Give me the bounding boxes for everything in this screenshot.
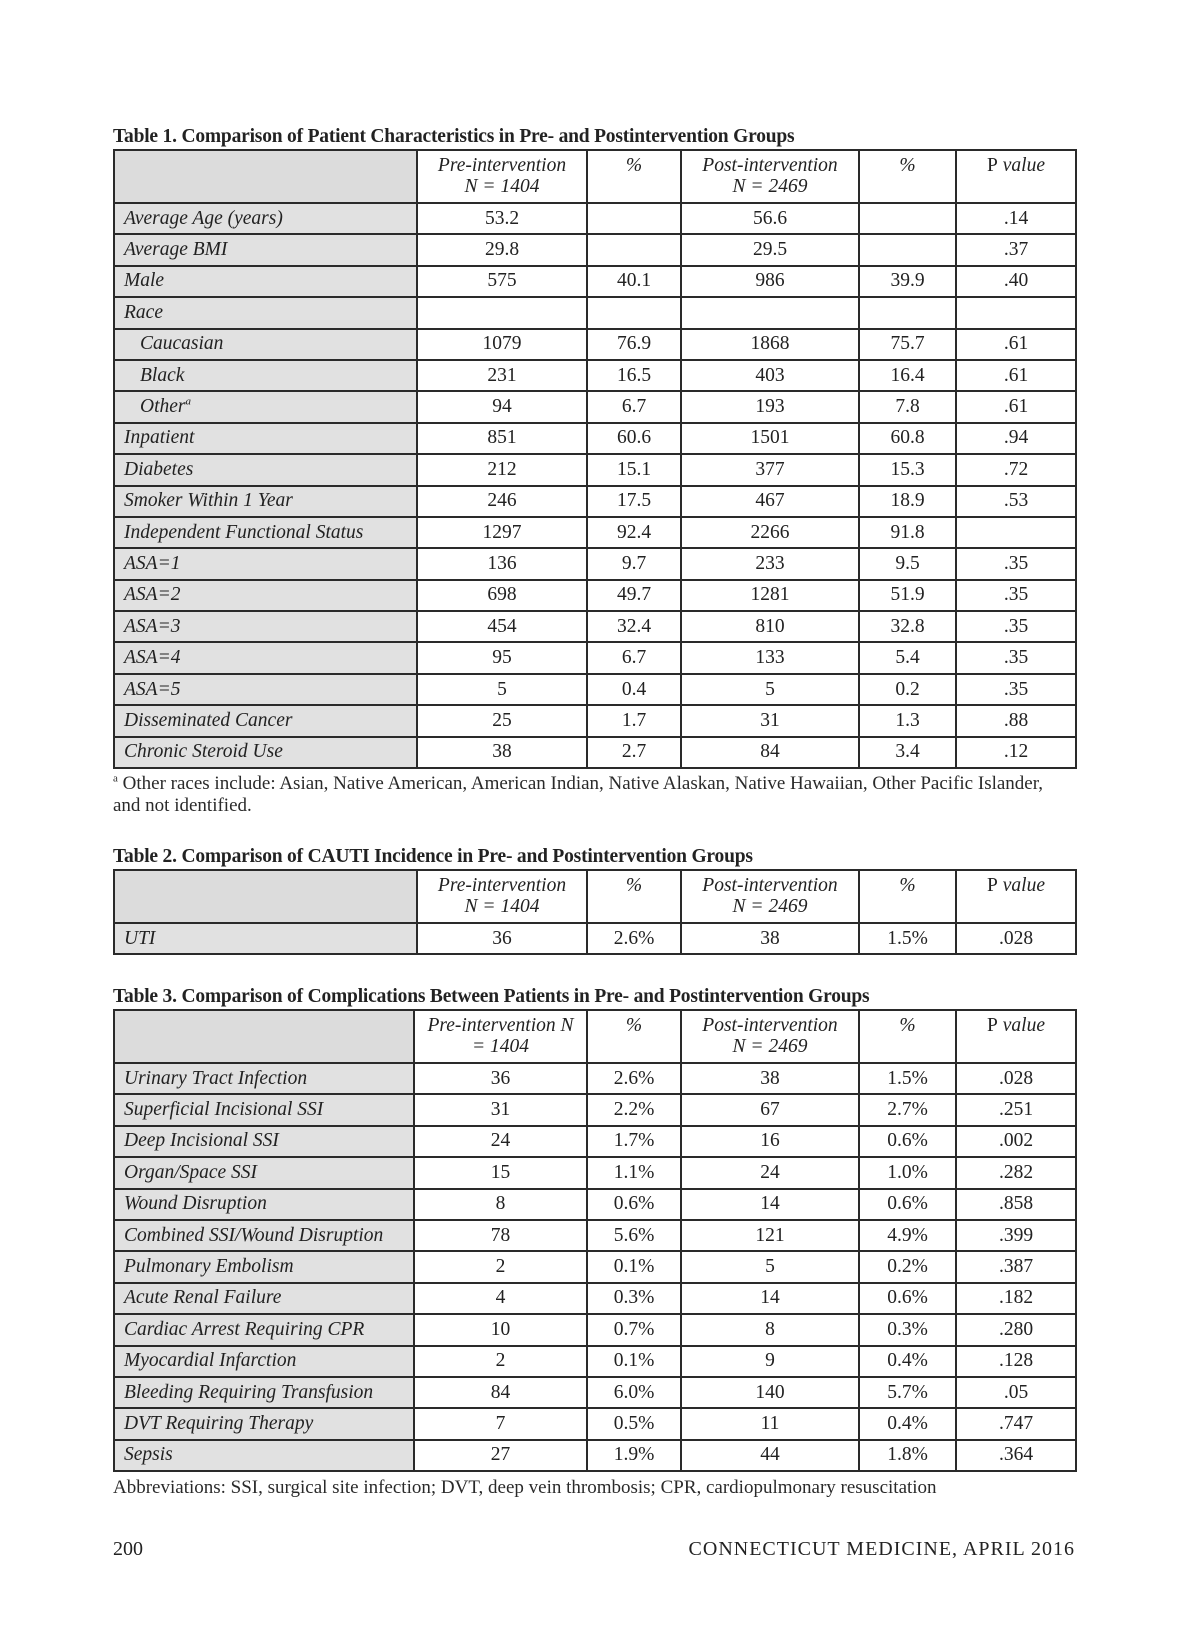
table-3-section [113,985,1075,1472]
post-count-cell: 44 [681,1440,859,1471]
pre-pct-cell: 0.7% [587,1314,681,1345]
row-label-cell [114,517,417,548]
row-label-cell [114,642,417,673]
row-label: ASA=2 [124,584,181,606]
table-1-title: Table 1. Comparison of Patient Characteristics in Pre- and Postintervention Groups [113,126,795,147]
post-pct-cell: 1.5% [859,923,956,954]
pre-count-cell: 2 [414,1251,587,1282]
post-count-cell: 810 [681,611,859,642]
post-pct-cell: 0.2 [859,674,956,705]
table-row [114,1314,1076,1345]
post-pct-cell: 60.8 [859,423,956,454]
pre-pct-cell: 1.7% [587,1126,681,1157]
header-p-value: P value [956,1010,1076,1063]
table-row [114,234,1076,265]
pre-pct-cell: 1.1% [587,1157,681,1188]
post-count-cell: 193 [681,391,859,422]
table-row [114,1377,1076,1408]
header-p-value: P value [956,870,1076,923]
row-label-cell [114,423,417,454]
p-value-cell: .88 [956,705,1076,736]
row-label: Pulmonary Embolism [124,1256,294,1278]
header-post-pct: % [859,150,956,203]
table-row [114,391,1076,422]
post-count-cell: 467 [681,486,859,517]
row-label: Male [124,270,165,292]
post-count-cell: 377 [681,454,859,485]
pre-count-cell: 698 [417,580,587,611]
post-count-cell: 14 [681,1189,859,1220]
post-pct-cell: 2.7% [859,1094,956,1125]
table-2-header-row [114,870,1076,923]
row-label-cell [114,1220,414,1251]
post-count-cell: 986 [681,266,859,297]
post-pct-cell: 0.6% [859,1126,956,1157]
table-1-header-row [114,150,1076,203]
row-label: UTI [124,927,156,949]
p-value-cell: .002 [956,1126,1076,1157]
p-value-cell: .35 [956,580,1076,611]
post-count-cell: 8 [681,1314,859,1345]
header-post: Post-intervention N = 2469 [681,150,859,203]
row-label-cell [114,1157,414,1188]
table-3 [113,1009,1077,1472]
row-label: Combined SSI/Wound Disruption [124,1224,384,1246]
row-label-cell [114,486,417,517]
table-row [114,580,1076,611]
table-row [114,1094,1076,1125]
pre-count-cell: 8 [414,1189,587,1220]
pre-count-cell: 25 [417,705,587,736]
header-corner [114,870,417,923]
header-pre-pct: % [587,870,681,923]
header-corner [114,150,417,203]
row-label-cell [114,391,417,422]
table-1-footnote: $^a$ Other races include: Asian, Native American, American Indian, Native Alaskan, Native Hawaiian, Other Pacific Islander, and not identified. [113,772,1044,816]
p-value-cell: .028 [956,1063,1076,1094]
row-label: ASA=4 [124,647,181,669]
post-pct-cell: 51.9 [859,580,956,611]
table-row [114,611,1076,642]
row-label-cell [114,580,417,611]
table-3-header-row [114,1010,1076,1063]
pre-count-cell: 136 [417,548,587,579]
pre-count-cell: 78 [414,1220,587,1251]
p-value-cell: .128 [956,1346,1076,1377]
p-value-cell: .94 [956,423,1076,454]
p-value-cell: .12 [956,737,1076,768]
post-pct-cell: 0.4% [859,1408,956,1439]
post-count-cell: 5 [681,674,859,705]
row-label-cell [114,705,417,736]
pre-count-cell: 851 [417,423,587,454]
pre-count-cell: 29.8 [417,234,587,265]
pre-count-cell: 36 [414,1063,587,1094]
table-row [114,705,1076,736]
header-post: Post-intervention N = 2469 [681,1010,859,1063]
table-row [114,1283,1076,1314]
row-label: Myocardial Infarction [124,1350,297,1372]
table-row [114,454,1076,485]
p-value-cell: .72 [956,454,1076,485]
pre-count-cell: 1297 [417,517,587,548]
table-3-abbreviations: Abbreviations: SSI, surgical site infection; DVT, deep vein thrombosis; CPR, cardiopulmonary resuscitation [113,1477,937,1498]
table-2 [113,869,1077,955]
table-1-section [113,125,1075,769]
row-label: Caucasian [140,333,224,355]
row-label-cell [114,266,417,297]
post-count-cell: 133 [681,642,859,673]
p-value-cell: .37 [956,234,1076,265]
row-label-cell [114,1408,414,1439]
post-count-cell: 56.6 [681,203,859,234]
pre-count-cell: 246 [417,486,587,517]
p-value-cell [956,517,1076,548]
row-label-cell [114,329,417,360]
pre-count-cell: 36 [417,923,587,954]
p-value-cell: .399 [956,1220,1076,1251]
p-value-cell: .61 [956,391,1076,422]
p-value-cell: .747 [956,1408,1076,1439]
row-label: Other [140,396,186,418]
table-row [114,297,1076,328]
pre-pct-cell: 9.7 [587,548,681,579]
p-value-cell: .364 [956,1440,1076,1471]
pre-pct-cell: 0.5% [587,1408,681,1439]
row-label: Inpatient [124,427,195,449]
pre-pct-cell: 6.7 [587,642,681,673]
post-count-cell [681,297,859,328]
table-row [114,1408,1076,1439]
p-value-cell: .280 [956,1314,1076,1345]
row-label-cell [114,1094,414,1125]
header-pre: Pre-intervention N = 1404 [417,870,587,923]
pre-count-cell: 5 [417,674,587,705]
pre-pct-cell: 0.1% [587,1346,681,1377]
p-value-cell: .14 [956,203,1076,234]
row-label: Black [140,364,185,386]
post-pct-cell: 0.4% [859,1346,956,1377]
post-pct-cell: 39.9 [859,266,956,297]
pre-pct-cell: 5.6% [587,1220,681,1251]
pre-count-cell: 7 [414,1408,587,1439]
post-pct-cell: 3.4 [859,737,956,768]
post-pct-cell: 1.0% [859,1157,956,1188]
table-row [114,360,1076,391]
row-label: Superficial Incisional SSI [124,1099,324,1121]
footnote-marker: a [185,395,191,408]
post-count-cell: 1281 [681,580,859,611]
pre-pct-cell: 0.4 [587,674,681,705]
post-count-cell: 233 [681,548,859,579]
p-value-cell: .282 [956,1157,1076,1188]
post-pct-cell: 0.3% [859,1314,956,1345]
p-value-cell: .40 [956,266,1076,297]
table-row [114,1220,1076,1251]
post-pct-cell: 75.7 [859,329,956,360]
pre-count-cell: 38 [417,737,587,768]
table-row [114,266,1076,297]
p-value-cell: .251 [956,1094,1076,1125]
post-count-cell: 9 [681,1346,859,1377]
pre-pct-cell: 15.1 [587,454,681,485]
table-1 [113,149,1077,769]
pre-pct-cell: 2.6% [587,1063,681,1094]
pre-count-cell: 24 [414,1126,587,1157]
journal-name: CONNECTICUT MEDICINE, APRIL 2016 [688,1538,1075,1560]
row-label-cell [114,234,417,265]
table-row [114,1251,1076,1282]
row-label-cell [114,1346,414,1377]
row-label-cell [114,203,417,234]
pre-pct-cell: 1.7 [587,705,681,736]
row-label: Average Age (years) [124,207,283,229]
table-row [114,737,1076,768]
table-3-title: Table 3. Comparison of Complications Between Patients in Pre- and Postintervention Groups [113,986,870,1007]
table-row [114,203,1076,234]
p-value-cell: .028 [956,923,1076,954]
pre-count-cell: 231 [417,360,587,391]
row-label: Wound Disruption [124,1193,267,1215]
p-value-cell: .387 [956,1251,1076,1282]
row-label: Independent Functional Status [124,521,364,543]
pre-count-cell: 27 [414,1440,587,1471]
pre-pct-cell: 2.6% [587,923,681,954]
post-pct-cell: 0.6% [859,1283,956,1314]
pre-count-cell [417,297,587,328]
pre-count-cell: 95 [417,642,587,673]
table-row [114,1063,1076,1094]
table-row [114,674,1076,705]
post-count-cell: 1868 [681,329,859,360]
p-value-cell: .61 [956,360,1076,391]
row-label: ASA=3 [124,615,181,637]
table-row [114,1346,1076,1377]
table-2-title: Table 2. Comparison of CAUTI Incidence in Pre- and Postintervention Groups [113,846,753,867]
p-value-cell: .858 [956,1189,1076,1220]
post-pct-cell: 1.8% [859,1440,956,1471]
post-count-cell: 11 [681,1408,859,1439]
pre-pct-cell: 17.5 [587,486,681,517]
pre-pct-cell [587,203,681,234]
post-pct-cell: 18.9 [859,486,956,517]
table-row [114,329,1076,360]
post-pct-cell: 0.6% [859,1189,956,1220]
pre-count-cell: 31 [414,1094,587,1125]
row-label-cell [114,1314,414,1345]
header-post: Post-intervention N = 2469 [681,870,859,923]
header-pre-pct: % [587,150,681,203]
post-count-cell: 38 [681,923,859,954]
post-count-cell: 16 [681,1126,859,1157]
table-row [114,486,1076,517]
p-value-cell: .35 [956,674,1076,705]
pre-count-cell: 53.2 [417,203,587,234]
pre-pct-cell [587,234,681,265]
pre-count-cell: 575 [417,266,587,297]
p-value-cell: .53 [956,486,1076,517]
post-pct-cell: 9.5 [859,548,956,579]
row-label: Organ/Space SSI [124,1161,258,1183]
pre-count-cell: 2 [414,1346,587,1377]
table-row [114,1126,1076,1157]
row-label: ASA=1 [124,552,181,574]
table-row [114,423,1076,454]
row-label: Smoker Within 1 Year [124,490,293,512]
pre-pct-cell: 49.7 [587,580,681,611]
pre-pct-cell: 2.2% [587,1094,681,1125]
row-label: Urinary Tract Infection [124,1067,308,1089]
pre-pct-cell: 32.4 [587,611,681,642]
post-count-cell: 67 [681,1094,859,1125]
pre-pct-cell: 2.7 [587,737,681,768]
p-value-cell: .61 [956,329,1076,360]
pre-count-cell: 15 [414,1157,587,1188]
row-label-cell [114,1377,414,1408]
pre-pct-cell: 92.4 [587,517,681,548]
table-row [114,923,1076,954]
page-number: 200 [113,1538,143,1560]
row-label-cell [114,360,417,391]
row-label: Average BMI [124,239,228,261]
pre-pct-cell: 6.0% [587,1377,681,1408]
post-pct-cell: 1.3 [859,705,956,736]
pre-count-cell: 4 [414,1283,587,1314]
header-post-pct: % [859,870,956,923]
table-row [114,1189,1076,1220]
post-count-cell: 84 [681,737,859,768]
pre-count-cell: 94 [417,391,587,422]
post-pct-cell: 5.4 [859,642,956,673]
pre-pct-cell: 60.6 [587,423,681,454]
row-label-cell [114,674,417,705]
header-p-value: P value [956,150,1076,203]
row-label-cell [114,923,417,954]
post-count-cell: 29.5 [681,234,859,265]
pre-count-cell: 1079 [417,329,587,360]
post-count-cell: 403 [681,360,859,391]
pre-pct-cell: 16.5 [587,360,681,391]
p-value-cell [956,297,1076,328]
pre-pct-cell: 40.1 [587,266,681,297]
row-label: Cardiac Arrest Requiring CPR [124,1318,365,1340]
row-label: Bleeding Requiring Transfusion [124,1381,374,1403]
p-value-cell: .35 [956,611,1076,642]
row-label: Diabetes [124,458,194,480]
row-label-cell [114,1283,414,1314]
table-2-section [113,845,1075,955]
post-pct-cell: 0.2% [859,1251,956,1282]
row-label: Acute Renal Failure [124,1287,282,1309]
pre-count-cell: 10 [414,1314,587,1345]
row-label: Disseminated Cancer [124,709,293,731]
post-pct-cell: 91.8 [859,517,956,548]
post-count-cell: 5 [681,1251,859,1282]
post-count-cell: 1501 [681,423,859,454]
post-count-cell: 121 [681,1220,859,1251]
pre-pct-cell [587,297,681,328]
post-count-cell: 140 [681,1377,859,1408]
pre-count-cell: 212 [417,454,587,485]
row-label: DVT Requiring Therapy [124,1412,314,1434]
post-pct-cell: 5.7% [859,1377,956,1408]
table-row [114,548,1076,579]
post-pct-cell: 32.8 [859,611,956,642]
row-label-cell [114,1251,414,1282]
post-pct-cell: 1.5% [859,1063,956,1094]
post-pct-cell: 7.8 [859,391,956,422]
table-row [114,1157,1076,1188]
header-pre-pct: % [587,1010,681,1063]
post-pct-cell [859,297,956,328]
post-pct-cell [859,203,956,234]
post-pct-cell: 15.3 [859,454,956,485]
row-label: Race [124,301,163,323]
header-pre: Pre-intervention N = 1404 [417,150,587,203]
row-label-cell [114,611,417,642]
p-value-cell: .05 [956,1377,1076,1408]
row-label-cell [114,1063,414,1094]
pre-pct-cell: 6.7 [587,391,681,422]
post-count-cell: 14 [681,1283,859,1314]
pre-pct-cell: 1.9% [587,1440,681,1471]
row-label: Sepsis [124,1444,173,1466]
pre-pct-cell: 76.9 [587,329,681,360]
row-label-cell [114,1189,414,1220]
table-row [114,517,1076,548]
post-count-cell: 24 [681,1157,859,1188]
row-label-cell [114,1126,414,1157]
pre-pct-cell: 0.1% [587,1251,681,1282]
row-label: Deep Incisional SSI [124,1130,279,1152]
row-label: ASA=5 [124,678,181,700]
row-label-cell [114,454,417,485]
post-count-cell: 2266 [681,517,859,548]
row-label: Chronic Steroid Use [124,741,283,763]
pre-count-cell: 454 [417,611,587,642]
post-pct-cell: 16.4 [859,360,956,391]
pre-pct-cell: 0.3% [587,1283,681,1314]
row-label-cell [114,297,417,328]
table-row [114,642,1076,673]
pre-pct-cell: 0.6% [587,1189,681,1220]
p-value-cell: .35 [956,642,1076,673]
header-corner [114,1010,414,1063]
p-value-cell: .182 [956,1283,1076,1314]
post-count-cell: 31 [681,705,859,736]
p-value-cell: .35 [956,548,1076,579]
table-row [114,1440,1076,1471]
post-pct-cell [859,234,956,265]
header-post-pct: % [859,1010,956,1063]
header-pre: Pre-intervention N = 1404 [414,1010,587,1063]
post-pct-cell: 4.9% [859,1220,956,1251]
pre-count-cell: 84 [414,1377,587,1408]
post-count-cell: 38 [681,1063,859,1094]
row-label-cell [114,548,417,579]
row-label-cell [114,737,417,768]
row-label-cell [114,1440,414,1471]
